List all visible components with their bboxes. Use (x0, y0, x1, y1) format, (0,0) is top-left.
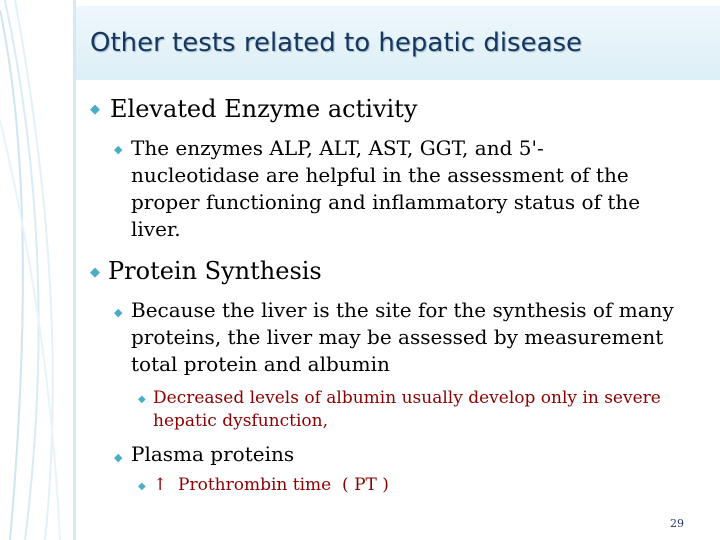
decorative-lines (0, 0, 70, 540)
bullet-icon: ◆ (138, 394, 146, 405)
section-heading-enzymes: Elevated Enzyme activity (110, 95, 418, 123)
plasma-proteins-label: Plasma proteins (131, 442, 295, 466)
bullet-icon: ◆ (114, 306, 123, 319)
bullet-icon: ◆ (114, 451, 123, 464)
bullet-icon: ◆ (90, 265, 100, 280)
bullet-icon: ◆ (114, 143, 123, 156)
section-heading-protein: Protein Synthesis (108, 257, 322, 285)
page-number: 29 (670, 517, 684, 530)
protein-text: Because the liver is the site for the synthesis of many proteins, the liver may be assessed by measurement total protein and albumin (131, 298, 674, 376)
bullet-icon: ◆ (90, 102, 100, 117)
albumin-note: Decreased levels of albumin usually develop only in severe hepatic dysfunction, (153, 388, 661, 431)
enzymes-text: The enzymes ALP, ALT, AST, GGT, and 5'-nucleotidase are helpful in the assessment of the proper functioning and inflammatory status of the liver. (131, 136, 641, 241)
slide-title: Other tests related to hepatic disease (90, 28, 583, 58)
bullet-icon: ◆ (138, 481, 146, 492)
divider-line (73, 0, 76, 540)
prothrombin-note: ↑ Prothrombin time ( PT ) (153, 475, 389, 495)
